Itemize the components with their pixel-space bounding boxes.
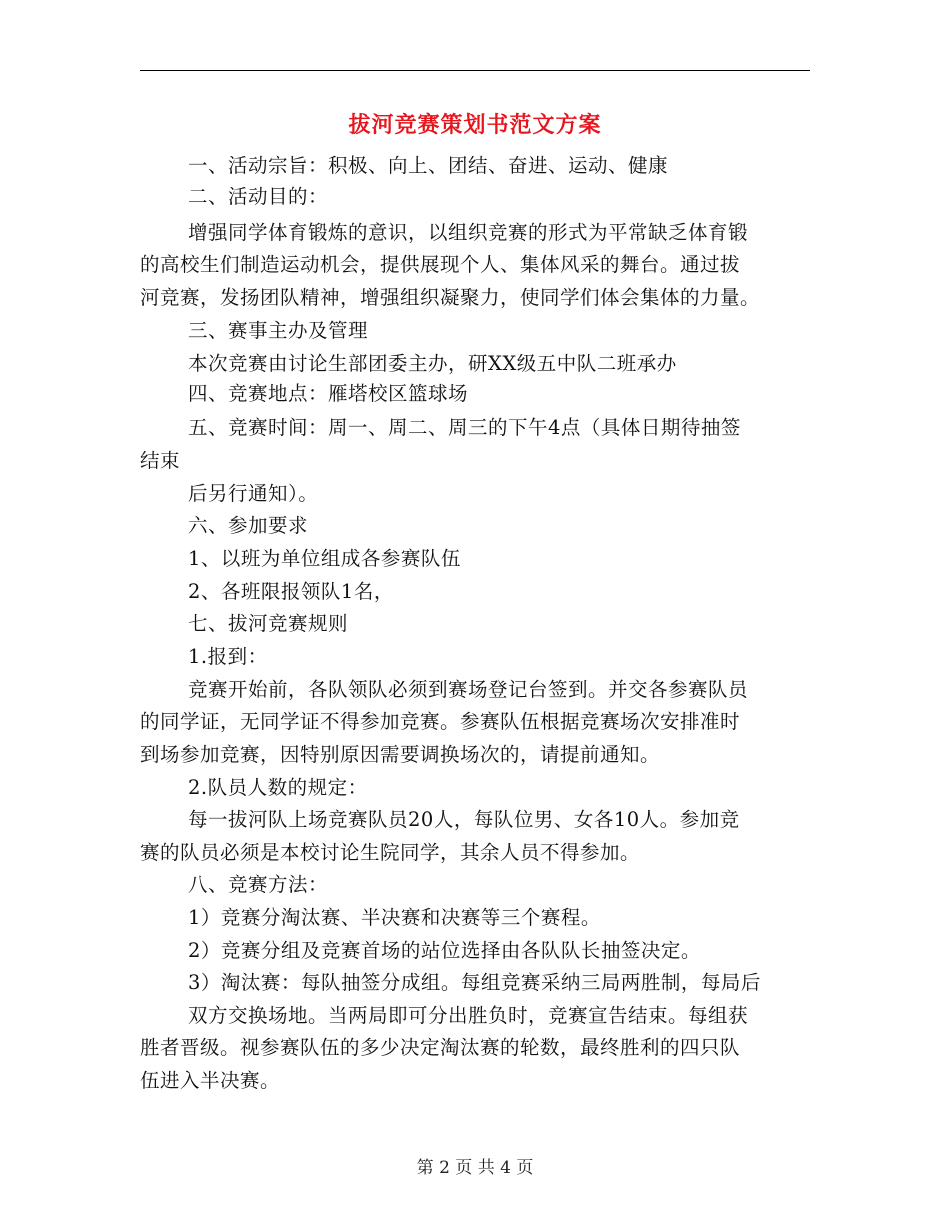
- text-line: 河竞赛，发扬团队精神，增强组织凝聚力，使同学们体会集体的力量。: [140, 286, 761, 309]
- text-line: 每一拔河队上场竞赛队员20人，每队位男、女各10人。参加竞: [188, 808, 740, 831]
- text-line: 双方交换场地。当两局即可分出胜负时，竞赛宣告结束。每组获: [188, 1004, 749, 1027]
- text-line: 增强同学体育锻炼的意识，以组织竞赛的形式为平常缺乏体育锻: [188, 221, 749, 244]
- text-line: 赛的队员必须是本校讨论生院同学，其余人员不得参加。: [140, 841, 641, 864]
- text-line-purpose: 一、活动宗旨：积极、向上、团结、奋进、运动、健康: [188, 154, 669, 177]
- text-line: 本次竞赛由讨论生部团委主办，研XX级五中队二班承办: [188, 352, 677, 375]
- text-line: 到场参加竞赛，因特别原因需要调换场次的，请提前通知。: [140, 743, 661, 766]
- text-line-time: 五、竞赛时间：周一、周二、周三的下午4点（具体日期待抽签: [188, 416, 741, 439]
- list-item: 3）淘汰赛：每队抽签分成组。每组竞赛采纳三局两胜制，每局后: [188, 971, 761, 994]
- text-line: 后另行通知）。: [188, 482, 319, 505]
- section-heading: 七、拔河竞赛规则: [188, 612, 349, 635]
- document-title: 拔河竞赛策划书范文方案: [348, 112, 602, 138]
- text-line: 竞赛开始前，各队领队必须到赛场登记台签到。并交各参赛队员: [188, 678, 749, 701]
- text-line: 的同学证，无同学证不得参加竞赛。参赛队伍根据竞赛场次安排准时: [140, 710, 741, 733]
- text-line: 胜者晋级。视参赛队伍的多少决定淘汰赛的轮数，最终胜利的四只队: [140, 1036, 741, 1059]
- section-heading: 六、参加要求: [188, 514, 309, 537]
- list-item: 2、各班限报领队1名，: [188, 580, 394, 603]
- text-line: 结束: [140, 449, 181, 472]
- subsection-heading: 2.队员人数的规定：: [188, 776, 368, 799]
- list-item: 2）竞赛分组及竞赛首场的站位选择由各队队长抽签决定。: [188, 939, 701, 962]
- page-number: 第 2 页 共 4 页: [416, 1158, 534, 1178]
- section-heading: 三、赛事主办及管理: [188, 319, 369, 342]
- list-item: 1）竞赛分淘汰赛、半决赛和决赛等三个赛程。: [188, 906, 601, 929]
- text-line-goal-head: 二、活动目的：: [188, 185, 329, 208]
- list-item: 1、以班为单位组成各参赛队伍: [188, 547, 461, 570]
- text-line-venue: 四、竞赛地点：雁塔校区篮球场: [188, 382, 469, 405]
- header-rule: [140, 70, 810, 71]
- text-line: 伍进入半决赛。: [140, 1069, 281, 1092]
- subsection-heading: 1.报到：: [188, 645, 268, 668]
- section-heading: 八、竞赛方法：: [188, 873, 329, 896]
- text-line: 的高校生们制造运动机会，提供展现个人、集体风采的舞台。通过拔: [140, 253, 741, 276]
